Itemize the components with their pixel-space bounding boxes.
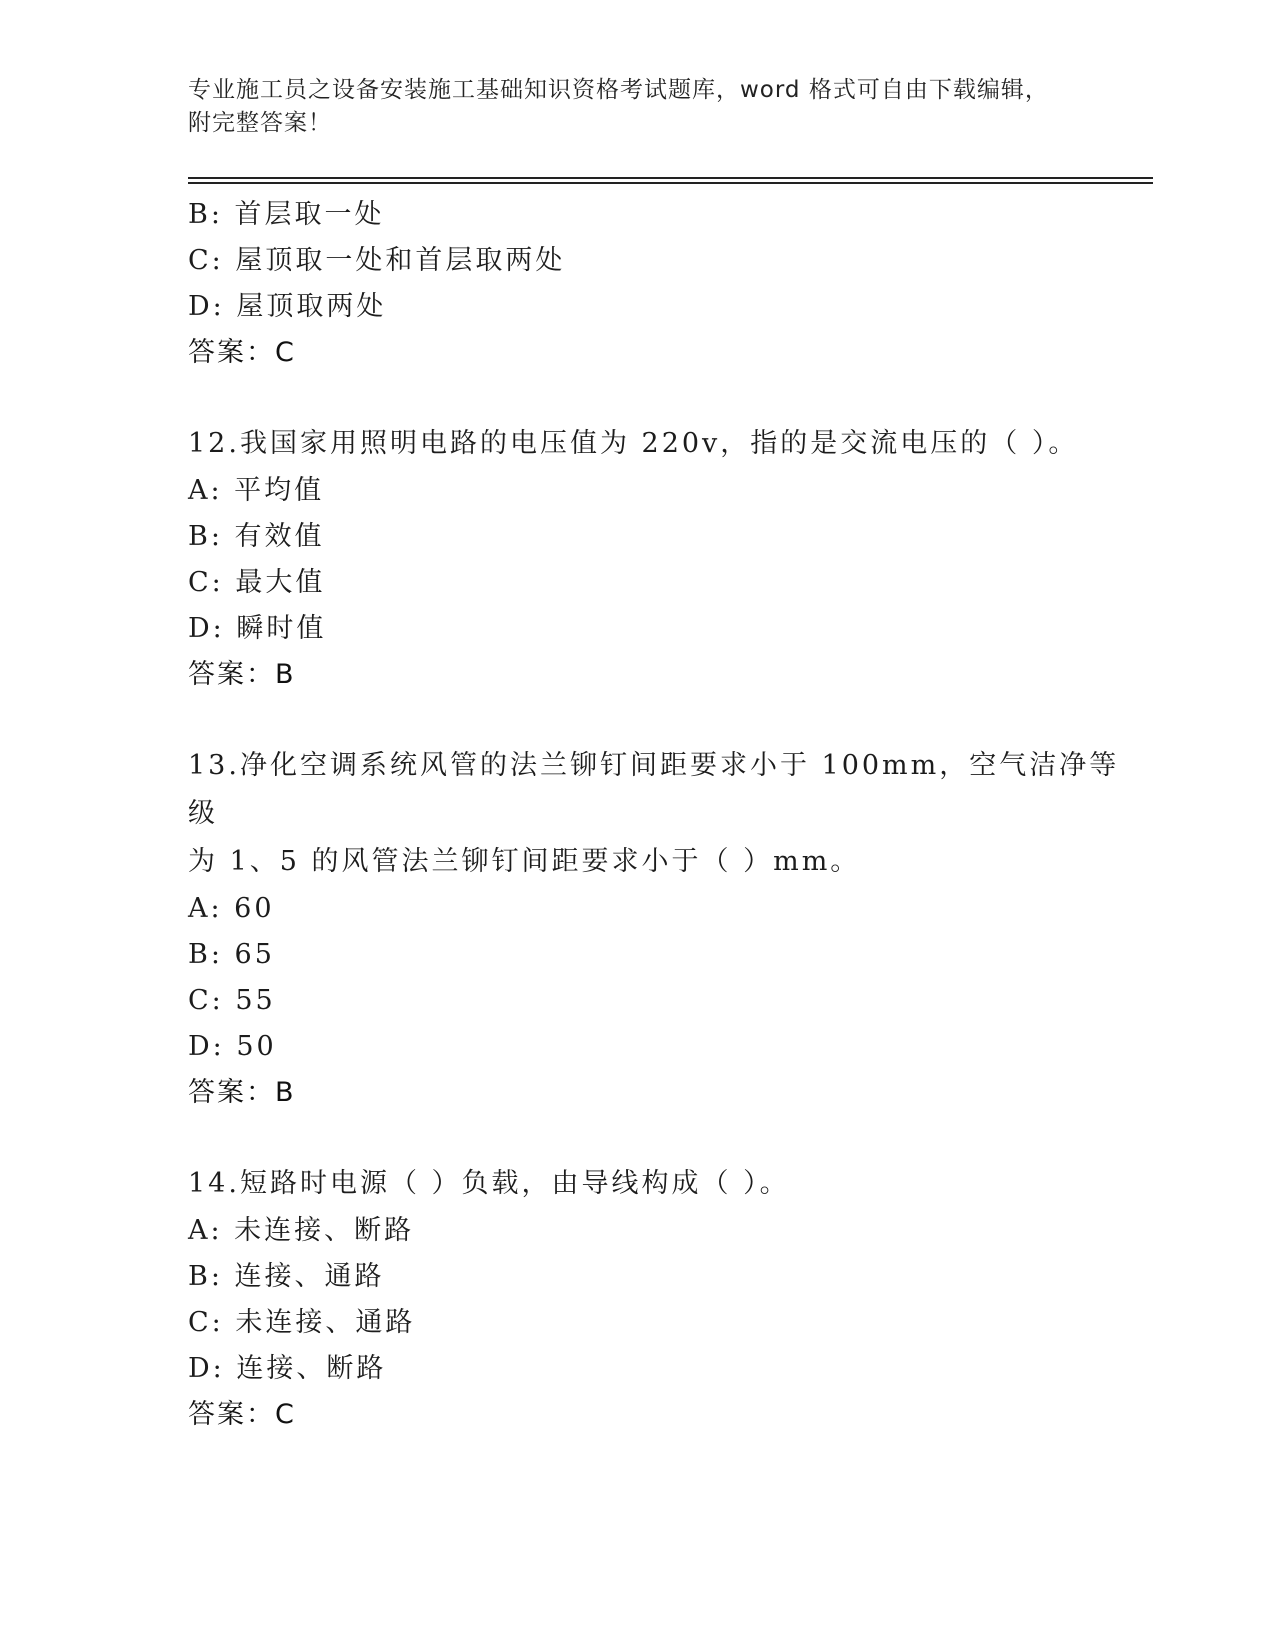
answer-line: 答案：C xyxy=(188,337,296,368)
option-d: D: 瞬时值 xyxy=(188,613,327,644)
question-13 xyxy=(188,742,1148,1116)
option-d: D: 连接、断路 xyxy=(188,1353,387,1384)
option-c: C: 未连接、通路 xyxy=(188,1307,416,1338)
option-c: C: 最大值 xyxy=(188,567,326,598)
answer-line: 答案：B xyxy=(188,659,296,690)
option-a: A: 平均值 xyxy=(188,475,325,506)
question-14 xyxy=(188,1160,1148,1438)
answer-line: 答案：B xyxy=(188,1077,296,1108)
question-stem: 12.我国家用照明电路的电压值为 220v，指的是交流电压的（ ）。 xyxy=(188,428,1079,459)
answer-line: 答案：C xyxy=(188,1399,296,1430)
questions-body xyxy=(188,192,1148,1438)
spacer xyxy=(188,1116,1148,1160)
document-header xyxy=(188,74,1088,140)
header-line-2: 附完整答案！ xyxy=(188,110,332,136)
question-stem-line-2: 为 1、5 的风管法兰铆钉间距要求小于（ ）mm。 xyxy=(188,846,861,877)
option-d: D: 屋顶取两处 xyxy=(188,291,387,322)
option-d: D: 50 xyxy=(188,1031,277,1062)
option-a: A: 未连接、断路 xyxy=(188,1215,415,1246)
option-b: B: 65 xyxy=(188,939,275,970)
option-c: C: 屋顶取一处和首层取两处 xyxy=(188,245,566,276)
option-b: B: 首层取一处 xyxy=(188,199,385,230)
header-line-1: 专业施工员之设备安装施工基础知识资格考试题库，word 格式可自由下载编辑， xyxy=(188,77,1049,103)
spacer xyxy=(188,376,1148,420)
header-divider-bottom xyxy=(188,182,1153,184)
question-12 xyxy=(188,420,1148,698)
option-b: B: 有效值 xyxy=(188,521,325,552)
option-a: A: 60 xyxy=(188,893,275,924)
option-c: C: 55 xyxy=(188,985,276,1016)
option-b: B: 连接、通路 xyxy=(188,1261,385,1292)
question-11-continued xyxy=(188,192,1148,376)
spacer xyxy=(188,698,1148,742)
question-stem: 14.短路时电源（ ）负载，由导线构成（ ）。 xyxy=(188,1168,790,1199)
header-divider-top xyxy=(188,177,1153,179)
question-stem-line-1: 13.净化空调系统风管的法兰铆钉间距要求小于 100mm，空气洁净等级 xyxy=(188,750,1120,829)
